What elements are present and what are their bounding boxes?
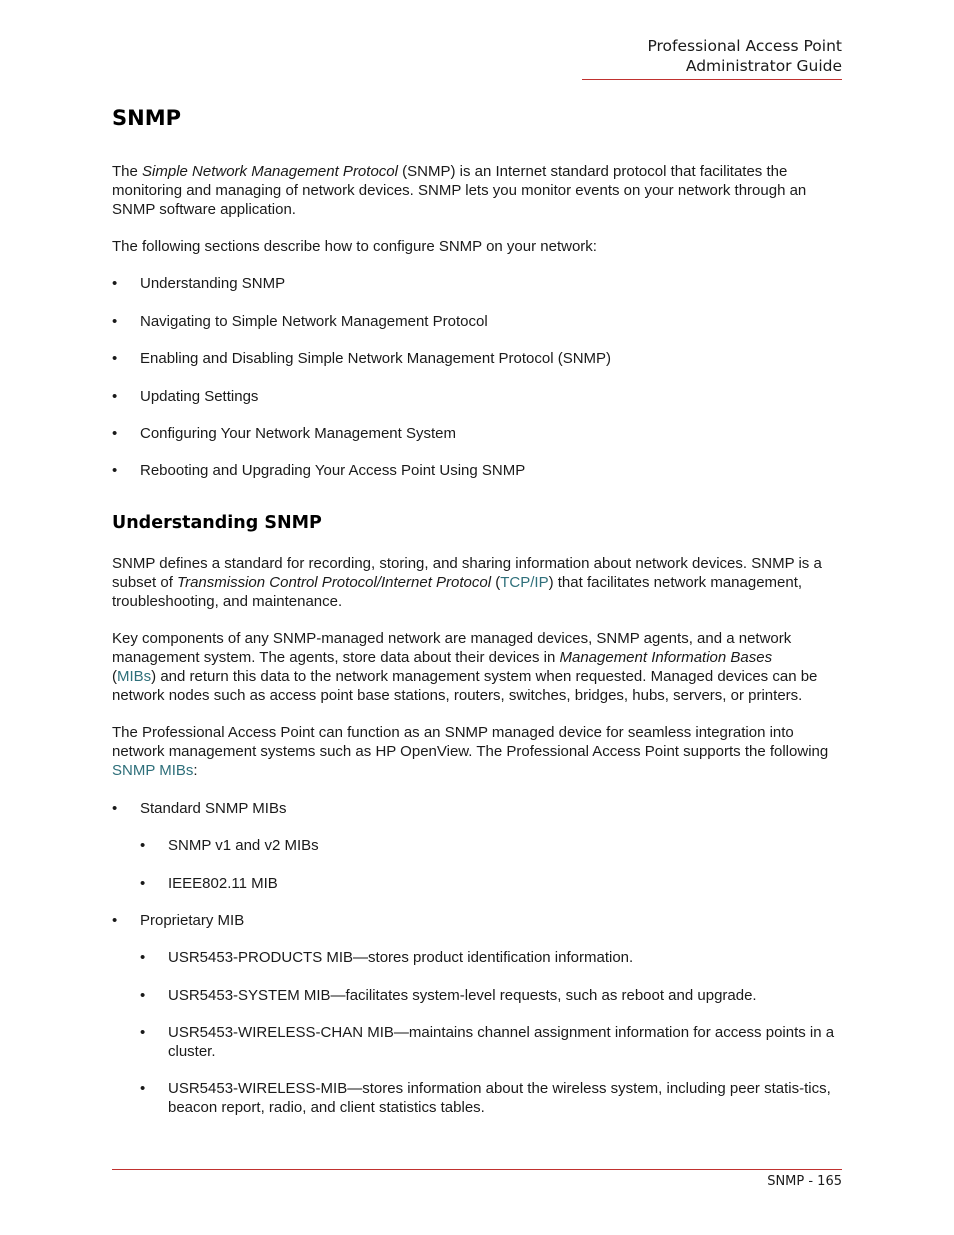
list-item: • IEEE802.11 MIB — [140, 875, 278, 892]
footer-rule — [112, 1169, 842, 1170]
list-item: • USR5453-WIRELESS-CHAN MIB—maintains channel assignment information for access points in a cluster. — [140, 1024, 835, 1060]
bullet-icon: • — [140, 1080, 146, 1097]
intro-paragraph: The Simple Network Management Protocol (SNMP) is an Internet standard protocol that facilitates the monitoring and managing of network devices. SNMP lets you monitor events on your network through an SNMP software application. — [112, 163, 807, 218]
term-tcp-ip: Transmission Control Protocol/Internet Protocol — [177, 574, 492, 591]
section-title: SNMP — [112, 106, 181, 130]
link-tcp-ip[interactable]: TCP/IP — [500, 574, 549, 591]
term-mib: Management Information Bases — [559, 649, 773, 666]
list-item: • Rebooting and Upgrading Your Access Point Using SNMP — [112, 462, 526, 479]
bullet-icon: • — [112, 313, 118, 330]
list-item: • Enabling and Disabling Simple Network Management Protocol (SNMP) — [112, 350, 612, 367]
running-header — [582, 36, 842, 80]
bullet-icon: • — [140, 837, 146, 854]
page-number: SNMP - 165 — [767, 1174, 842, 1189]
list-item: • Updating Settings — [112, 388, 259, 405]
paragraph: SNMP defines a standard for recording, storing, and sharing information about network devices. SNMP is a subset of Transmission Control Protocol/Internet Protocol (TCP/IP) that facilitates network management, troubleshooting, and maintenance. — [112, 555, 822, 610]
paragraph: The Professional Access Point can function as an SNMP managed device for seamless integration into network management systems such as HP OpenView. The Professional Access Point supports the following SNMP MIBs: — [112, 724, 829, 779]
link-mibs[interactable]: MIBs — [117, 668, 152, 685]
lead-paragraph: The following sections describe how to configure SNMP on your network: — [112, 238, 597, 255]
list-item: • SNMP v1 and v2 MIBs — [140, 837, 319, 854]
link-snmp-mibs[interactable]: SNMP MIBs — [112, 762, 194, 779]
mib-list — [112, 799, 842, 1117]
list-item: • Navigating to Simple Network Management Protocol — [112, 313, 488, 330]
term-snmp: Simple Network Management Protocol — [142, 163, 398, 180]
bullet-icon: • — [112, 350, 118, 367]
header-subtitle: Administrator Guide — [685, 57, 842, 75]
header-title: Professional Access Point — [647, 37, 842, 55]
list-item: • USR5453-SYSTEM MIB—facilitates system-level requests, such as reboot and upgrade. — [140, 987, 757, 1004]
bullet-icon: • — [112, 275, 118, 292]
list-item: • Understanding SNMP — [112, 275, 286, 292]
paragraph: Key components of any SNMP-managed network are managed devices, SNMP agents, and a network management system. The agents, store data about their devices in Management Information Bases (MIBs) and return this data to the network management system when requested. Managed devices can be network nodes such as access point base stations, routers, switches, bridges, hubs, servers, or printers. — [112, 630, 818, 704]
list-item: • USR5453-WIRELESS-MIB—stores information about the wireless system, including peer statis-tics, beacon report, radio, and client statistics tables. — [140, 1080, 831, 1116]
bullet-icon: • — [140, 1024, 146, 1041]
list-item: • Proprietary MIB — [112, 912, 245, 929]
topic-list — [112, 274, 842, 480]
bullet-icon: • — [140, 949, 146, 966]
list-item: • USR5453-PRODUCTS MIB—stores product identification information. — [140, 949, 634, 966]
bullet-icon: • — [112, 912, 118, 929]
bullet-icon: • — [112, 425, 118, 442]
bullet-icon: • — [140, 875, 146, 892]
list-item: • Configuring Your Network Management System — [112, 425, 456, 442]
bullet-icon: • — [112, 800, 118, 817]
bullet-icon: • — [112, 462, 118, 479]
list-item: • Standard SNMP MIBs — [112, 800, 287, 817]
bullet-icon: • — [112, 388, 118, 405]
header-rule — [582, 79, 842, 80]
bullet-icon: • — [140, 987, 146, 1004]
subsection-title: Understanding SNMP — [112, 513, 322, 533]
page-content — [112, 104, 842, 1117]
